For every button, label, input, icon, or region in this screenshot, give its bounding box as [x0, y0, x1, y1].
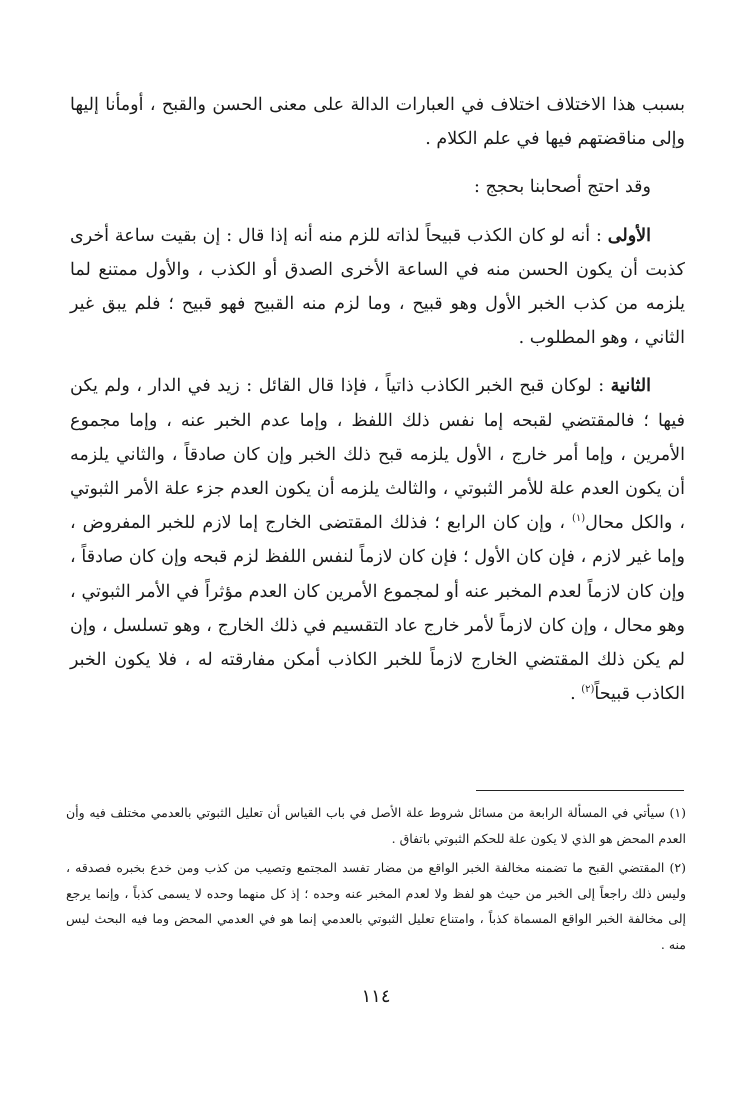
first-argument-label: الأولى — [607, 225, 651, 246]
footnotes — [66, 800, 686, 957]
second-argument-text-b: ، وإن كان الرابع ؛ فذلك المقتضى الخارج إما لازم للخبر المفروض ، وإما غير لازم ، فإن كان الأول ؛ فإن كان لازماً لنفس اللفظ لزم قبحه وإن كان صادقاً ، وإن كان لازماً لعدم المخبر عنه أو لمجموع الأمرين كان العدم مؤثراً في الأمر الثبوتي ، وهو محال ، وإن كان لازماً لأمر خارج عاد التقسيم في ذلك الخارج ، وهو تسلسل ، وإن لم يكن ذلك المقتضي الخارج لازماً للخبر الكاذب أمكن مفارقته له ، فلا يكون الخبر الكاذب قبيحاً — [70, 513, 685, 705]
footnote-1: (١) سيأتي في المسألة الرابعة من مسائل شروط علة الأصل في باب القياس أن تعليل الثبوتي بالعدمي مختلف فيه وأن العدم المحض هو الذي لا يكون علة للحكم الثبوتي باتفاق . — [66, 805, 686, 846]
footnote-ref-1: (١) — [571, 513, 586, 525]
footnote-divider — [476, 790, 684, 791]
paragraph-arguments-heading: وقد احتج أصحابنا بحجج : — [474, 177, 651, 198]
second-argument-text-a: : لوكان قبح الخبر الكاذب ذاتياً ، فإذا قال القائل : زيد في الدار ، ولم يكن فيها ؛ فالمقتضي لقبحه إما نفس ذلك اللفظ ، وإما عدم الخبر عنه ، وإما مجموع الأمرين ، وإما أمر خارج ، الأول يلزمه قبح ذلك الخبر وإن كان صادقاً ، والثاني يلزمه أن يكون العدم علة للأمر الثبوتي ، والثالث يلزمه أن يكون العدم جزء علة الأمر الثبوتي ، والكل محال — [70, 376, 685, 534]
first-argument-text: : أنه لو كان الكذب قبيحاً لذاته للزم منه أنه إذا قال : إن بقيت ساعة أخرى كذبت أن يكون الحسن منه في الساعة الأخرى الصدق أو الكذب ، والأول ممتنع لما يلزمه من كذب الخبر الأول وهو قبيح ، وما لزم منه القبيح فهو قبيح ؛ فلم يبق غير الثاني ، وهو المطلوب . — [70, 225, 685, 349]
main-text — [70, 88, 685, 711]
paragraph-first-argument — [70, 219, 685, 356]
page-number: ١١٤ — [361, 986, 391, 1007]
footnote-ref-2: (٢) — [581, 684, 595, 696]
second-argument-label: الثانية — [610, 376, 651, 397]
paragraph-intro: بسبب هذا الاختلاف اختلاف في العبارات الدالة على معنى الحسن والقبح ، أومأنا إليها وإلى مناقضتهم فيها في علم الكلام . — [70, 95, 685, 150]
second-argument-end: . — [570, 684, 582, 705]
footnote-2: (٢) المقتضي القبح ما تضمنه مخالفة الخبر الواقع من مضار تفسد المجتمع وتصيب من كذب ومن خدع بخبره فصدقه ، وليس ذلك راجعاً إلى الخبر من حيث هو لفظ ولا لعدم المخبر عنه وحده ؛ إذ كل منهما وحده لا يسمى كذباً ، وإنما يرجع إلى مخالفة الخبر الواقع المسماة كذباً ، وامتناع تعليل الثبوتي بالعدمي إنما هو في العدمي المحض وما فيه البحث ليس منه . — [66, 860, 686, 952]
paragraph-second-argument — [70, 369, 685, 711]
